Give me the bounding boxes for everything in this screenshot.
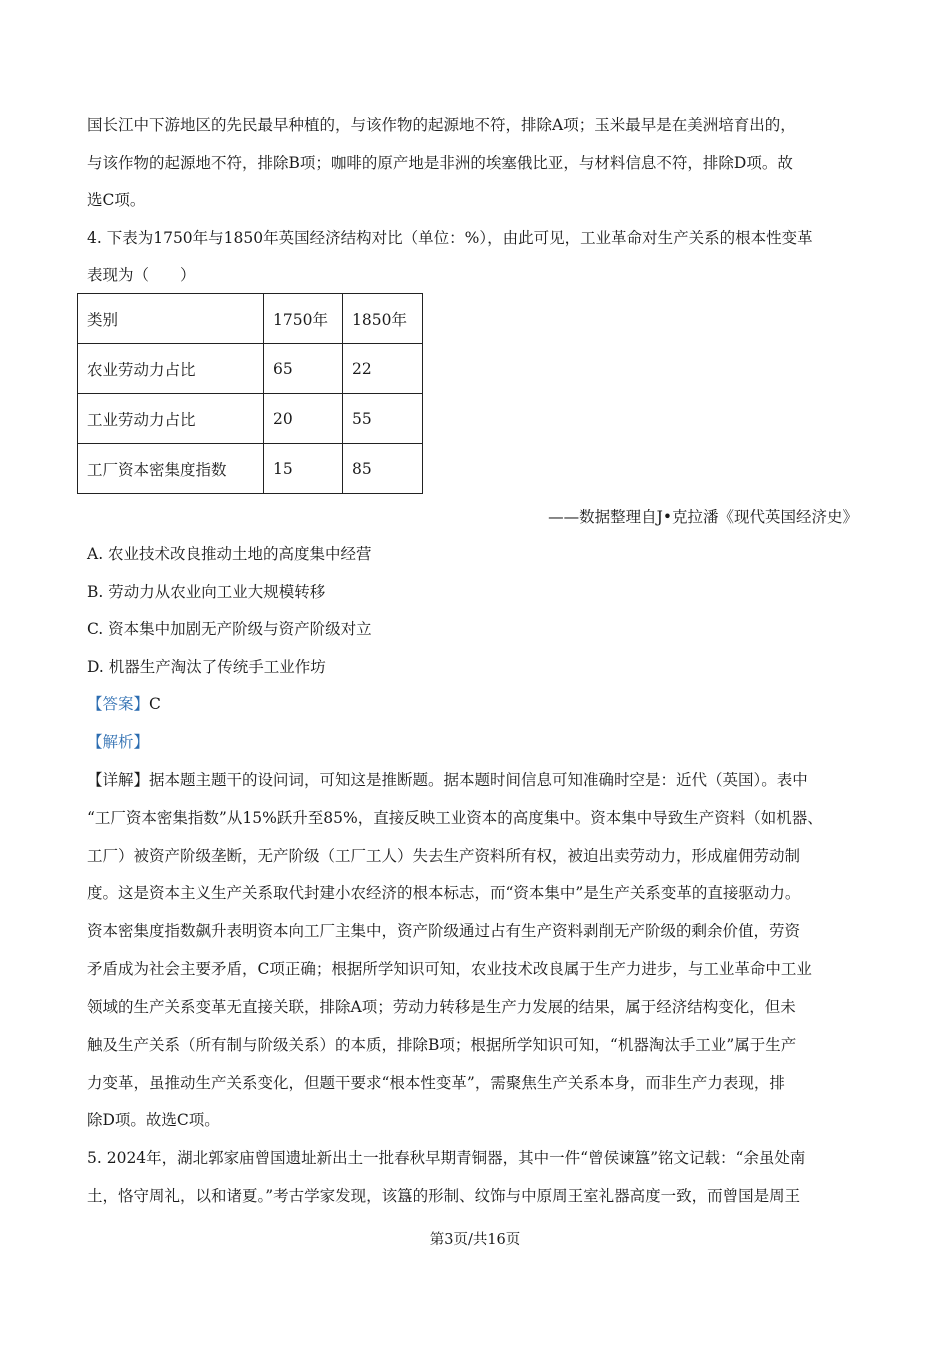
table-cell: 22 xyxy=(343,344,423,394)
detail-line: 领域的生产关系变革无直接关联，排除A项；劳动力转移是生产力发展的结果，属于经济结构变化，但未 xyxy=(87,998,796,1016)
detail-line: 矛盾成为社会主要矛盾，C项正确；根据所学知识可知，农业技术改良属于生产力进步，与工业革命中工业 xyxy=(87,960,812,978)
question-stem: 表现为（ ） xyxy=(87,266,196,284)
table-cell: 55 xyxy=(343,394,423,444)
economic-structure-table xyxy=(77,293,423,494)
option-d: D. 机器生产淘汰了传统手工业作坊 xyxy=(87,658,326,676)
detail-line: “工厂资本密集指数”从15%跃升至85%，直接反映工业资本的高度集中。资本集中导致生产资料（如机器、 xyxy=(87,809,823,827)
table-cell: 65 xyxy=(264,344,343,394)
table-header-cell: 1850年 xyxy=(343,294,423,344)
question-stem: 土，恪守周礼，以和诸夏。”考古学家发现，该簋的形制、纹饰与中原周王室礼器高度一致，而曾国是周王 xyxy=(87,1187,801,1205)
detail-line xyxy=(87,769,808,791)
table-cell: 85 xyxy=(343,444,423,494)
table-header-row xyxy=(78,294,423,344)
detail-line: 资本密集度指数飙升表明资本向工厂主集中，资产阶级通过占有生产资料剥削无产阶级的剩余价值，劳资 xyxy=(87,922,801,940)
data-source: ——数据整理自J•克拉潘《现代英国经济史》 xyxy=(548,508,858,526)
text-line: 与该作物的起源地不符，排除B项；咖啡的原产地是非洲的埃塞俄比亚，与材料信息不符，排除D项。故 xyxy=(87,154,793,172)
table-header-cell: 1750年 xyxy=(264,294,343,344)
question-stem: 4. 下表为1750年与1850年英国经济结构对比（单位：%），由此可见，工业革命对生产关系的根本性变革 xyxy=(87,229,813,247)
table-cell: 15 xyxy=(264,444,343,494)
table-row xyxy=(78,444,423,494)
answer xyxy=(87,693,161,715)
detail-line: 力变革，虽推动生产关系变化，但题干要求“根本性变革”，需聚焦生产关系本身，而非生产力表现，排 xyxy=(87,1074,785,1092)
table-row xyxy=(78,394,423,444)
table-row xyxy=(78,344,423,394)
option-a: A. 农业技术改良推动土地的高度集中经营 xyxy=(87,545,372,563)
table-cell: 工业劳动力占比 xyxy=(78,394,264,444)
option-b: B. 劳动力从农业向工业大规模转移 xyxy=(87,583,326,601)
answer-tag: 【答案】 xyxy=(87,695,150,713)
detail-line: 工厂）被资产阶级垄断，无产阶级（工厂工人）失去生产资料所有权，被迫出卖劳动力，形成雇佣劳动制 xyxy=(87,847,801,865)
question-stem: 5. 2024年，湖北郭家庙曾国遗址新出土一批春秋早期青铜器，其中一件“曾侯谏簋”铭文记载：“余虽处南 xyxy=(87,1149,806,1167)
answer-value: C xyxy=(149,695,161,713)
table-cell: 农业劳动力占比 xyxy=(78,344,264,394)
option-c: C. 资本集中加剧无产阶级与资产阶级对立 xyxy=(87,620,372,638)
detail-line: 除D项。故选C项。 xyxy=(87,1111,220,1129)
text-line: 国长江中下游地区的先民最早种植的，与该作物的起源地不符，排除A项；玉米最早是在美洲培育出的， xyxy=(87,116,796,134)
analysis-tag: 【解析】 xyxy=(87,733,150,751)
table-cell: 工厂资本密集度指数 xyxy=(78,444,264,494)
table-header-cell: 类别 xyxy=(78,294,264,344)
table-cell: 20 xyxy=(264,394,343,444)
detail-line: 触及生产关系（所有制与阶级关系）的本质，排除B项；根据所学知识可知，“机器淘汰手工业”属于生产 xyxy=(87,1036,797,1054)
text-line: 选C项。 xyxy=(87,191,146,209)
detail-line: 度。这是资本主义生产关系取代封建小农经济的根本标志，而“资本集中”是生产关系变革的直接驱动力。 xyxy=(87,884,801,902)
detail-text: 据本题主题干的设问词，可知这是推断题。据本题时间信息可知准确时空是：近代（英国）。表中 xyxy=(149,771,808,789)
detail-tag: 【详解】 xyxy=(87,771,150,789)
page-number: 第3页/共16页 xyxy=(429,1232,521,1248)
